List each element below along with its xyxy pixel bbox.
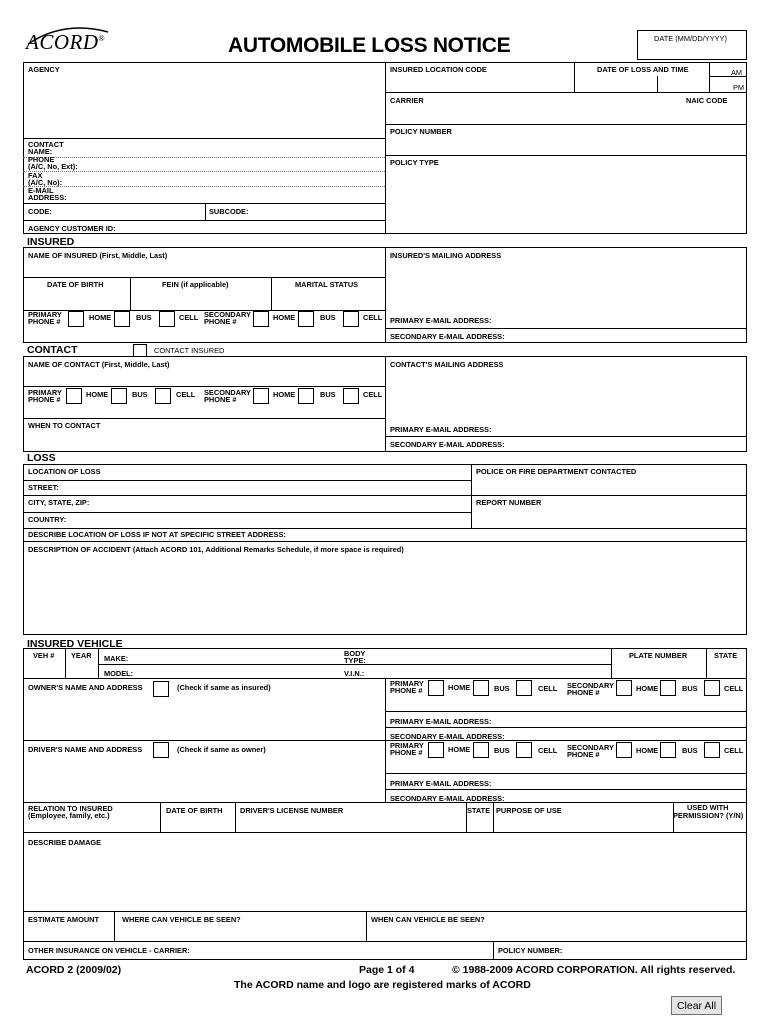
owner-name-address-label: OWNER'S NAME AND ADDRESS xyxy=(28,683,143,692)
owner-bus-label: BUS xyxy=(494,684,510,693)
owner-home-checkbox[interactable] xyxy=(428,680,444,696)
marital-status-label: MARITAL STATUS xyxy=(295,280,359,289)
contact-secondary-phone-label-2: PHONE # xyxy=(204,395,237,404)
body-type-label-2: TYPE: xyxy=(344,656,366,665)
insured-sec-home-checkbox[interactable] xyxy=(253,311,269,327)
driver-sec-cell-label: CELL xyxy=(724,746,744,755)
contact-bus-label: BUS xyxy=(132,390,148,399)
email-label-2: ADDRESS: xyxy=(28,193,67,202)
insured-dob-label: DATE OF BIRTH xyxy=(47,280,104,289)
owner-cell-checkbox[interactable] xyxy=(516,680,532,696)
agency-customer-id-label: AGENCY CUSTOMER ID: xyxy=(28,224,116,233)
insured-bus-checkbox[interactable] xyxy=(114,311,130,327)
insured-sec-bus-checkbox[interactable] xyxy=(298,311,314,327)
fax-label-1: FAX xyxy=(28,171,43,180)
carrier-label: CARRIER xyxy=(390,96,424,105)
insured-secondary-phone-label-1: SECONDARY xyxy=(204,310,251,319)
driver-bus-label: BUS xyxy=(494,746,510,755)
city-state-zip-label: CITY, STATE, ZIP: xyxy=(28,498,90,507)
insured-mailing-address-label: INSURED'S MAILING ADDRESS xyxy=(390,251,502,260)
driver-primary-phone-label-2: PHONE # xyxy=(390,748,423,757)
phone-label-2: (A/C, No, Ext): xyxy=(28,162,78,171)
contact-home-label: HOME xyxy=(86,390,109,399)
contact-primary-email-label: PRIMARY E-MAIL ADDRESS: xyxy=(390,425,492,434)
driver-dob-label: DATE OF BIRTH xyxy=(166,806,223,815)
contact-sec-bus-checkbox[interactable] xyxy=(298,388,314,404)
contact-heading: CONTACT xyxy=(27,344,78,356)
insured-secondary-phone-label-2: PHONE # xyxy=(204,317,237,326)
trademark-notice: The ACORD name and logo are registered marks of ACORD xyxy=(234,979,531,991)
copyright: © 1988-2009 ACORD CORPORATION. All rights reserved. xyxy=(452,964,736,976)
location-of-loss-label: LOCATION OF LOSS xyxy=(28,467,101,476)
insured-cell-checkbox[interactable] xyxy=(159,311,175,327)
veh-number-label: VEH # xyxy=(33,651,55,660)
relation-to-insured-label-2: (Employee, family, etc.) xyxy=(28,811,110,820)
driver-home-checkbox[interactable] xyxy=(428,742,444,758)
used-with-permission-label-2: PERMISSION? (Y/N) xyxy=(673,811,744,820)
drivers-license-label: DRIVER'S LICENSE NUMBER xyxy=(240,806,344,815)
driver-primary-email-label: PRIMARY E-MAIL ADDRESS: xyxy=(390,779,492,788)
naic-code-label: NAIC CODE xyxy=(686,96,728,105)
year-label: YEAR xyxy=(71,651,92,660)
policy-number-label: POLICY NUMBER xyxy=(390,127,452,136)
owner-sec-cell-checkbox[interactable] xyxy=(704,680,720,696)
policy-type-label: POLICY TYPE xyxy=(390,158,439,167)
fein-label: FEIN (if applicable) xyxy=(162,280,229,289)
insured-vehicle-heading: INSURED VEHICLE xyxy=(27,638,123,650)
acord-logo: ACORD® xyxy=(26,30,106,54)
same-as-owner-label: (Check if same as owner) xyxy=(177,745,266,754)
email-label-1: E-MAIL xyxy=(28,186,54,195)
license-state-label: STATE xyxy=(467,806,491,815)
insured-home-checkbox[interactable] xyxy=(68,311,84,327)
am-option[interactable]: AM xyxy=(731,68,743,77)
driver-sec-bus-checkbox[interactable] xyxy=(660,742,676,758)
contact-sec-bus-label: BUS xyxy=(320,390,336,399)
driver-secondary-email-label: SECONDARY E-MAIL ADDRESS: xyxy=(390,794,505,803)
contact-sec-home-checkbox[interactable] xyxy=(253,388,269,404)
owner-cell-label: CELL xyxy=(538,684,558,693)
clear-all-button[interactable]: Clear All xyxy=(671,996,722,1015)
other-policy-number-label: POLICY NUMBER: xyxy=(498,946,563,955)
used-with-permission-label-1: USED WITH xyxy=(687,803,729,812)
owner-sec-bus-label: BUS xyxy=(682,684,698,693)
owner-primary-email-label: PRIMARY E-MAIL ADDRESS: xyxy=(390,717,492,726)
contact-sec-home-label: HOME xyxy=(273,390,296,399)
owner-primary-phone-label-1: PRIMARY xyxy=(390,679,424,688)
contact-name-label-1: CONTACT xyxy=(28,140,64,149)
contact-primary-phone-label-2: PHONE # xyxy=(28,395,61,404)
insured-sec-home-label: HOME xyxy=(273,313,296,322)
form-title: AUTOMOBILE LOSS NOTICE xyxy=(228,34,511,57)
insured-sec-cell-label: CELL xyxy=(363,313,383,322)
date-label: DATE (MM/DD/YYYY) xyxy=(654,34,727,43)
driver-cell-label: CELL xyxy=(538,746,558,755)
owner-sec-cell-label: CELL xyxy=(724,684,744,693)
contact-mailing-address-label: CONTACT'S MAILING ADDRESS xyxy=(390,360,504,369)
insured-primary-email-label: PRIMARY E-MAIL ADDRESS: xyxy=(390,316,492,325)
owner-sec-bus-checkbox[interactable] xyxy=(660,680,676,696)
other-insurance-label: OTHER INSURANCE ON VEHICLE - CARRIER: xyxy=(28,946,190,955)
owner-sec-home-label: HOME xyxy=(636,684,659,693)
driver-name-address-label: DRIVER'S NAME AND ADDRESS xyxy=(28,745,143,754)
owner-primary-phone-label-2: PHONE # xyxy=(390,686,423,695)
insured-sec-bus-label: BUS xyxy=(320,313,336,322)
driver-bus-checkbox[interactable] xyxy=(473,742,489,758)
plate-state-label: STATE xyxy=(714,651,738,660)
owner-secondary-phone-label-1: SECONDARY xyxy=(567,681,614,690)
same-as-insured-label: (Check if same as insured) xyxy=(177,683,271,692)
same-as-owner-checkbox[interactable] xyxy=(153,742,169,758)
insured-location-code-label: INSURED LOCATION CODE xyxy=(390,65,487,74)
owner-secondary-email-label: SECONDARY E-MAIL ADDRESS: xyxy=(390,732,505,741)
insured-primary-phone-label-1: PRIMARY xyxy=(28,310,62,319)
driver-primary-phone-label-1: PRIMARY xyxy=(390,741,424,750)
insured-home-label: HOME xyxy=(89,313,112,322)
insured-cell-label: CELL xyxy=(179,313,199,322)
owner-secondary-phone-label-2: PHONE # xyxy=(567,688,600,697)
contact-bus-checkbox[interactable] xyxy=(111,388,127,404)
contact-home-checkbox[interactable] xyxy=(66,388,82,404)
logo-swoosh-icon xyxy=(24,24,114,50)
contact-cell-checkbox[interactable] xyxy=(155,388,171,404)
contact-insured-label: CONTACT INSURED xyxy=(154,346,225,355)
contact-cell-label: CELL xyxy=(176,390,196,399)
driver-sec-home-checkbox[interactable] xyxy=(616,742,632,758)
when-seen-label: WHEN CAN VEHICLE BE SEEN? xyxy=(371,915,485,924)
insured-name-label: NAME OF INSURED (First, Middle, Last) xyxy=(28,251,168,260)
model-label: MODEL: xyxy=(104,669,134,678)
contact-primary-phone-label-1: PRIMARY xyxy=(28,388,62,397)
code-label: CODE: xyxy=(28,207,52,216)
driver-sec-bus-label: BUS xyxy=(682,746,698,755)
driver-secondary-phone-label-2: PHONE # xyxy=(567,750,600,759)
contact-name-label: NAME OF CONTACT (First, Middle, Last) xyxy=(28,360,170,369)
fax-label-2: (A/C, No): xyxy=(28,178,63,187)
subcode-label: SUBCODE: xyxy=(209,207,249,216)
police-contacted-label: POLICE OR FIRE DEPARTMENT CONTACTED xyxy=(476,467,637,476)
page-number: Page 1 of 4 xyxy=(359,964,415,976)
date-of-loss-label: DATE OF LOSS AND TIME xyxy=(597,65,689,74)
loss-heading: LOSS xyxy=(27,452,56,464)
driver-secondary-phone-label-1: SECONDARY xyxy=(567,743,614,752)
owner-home-label: HOME xyxy=(448,683,471,692)
contact-sec-cell-checkbox[interactable] xyxy=(343,388,359,404)
purpose-of-use-label: PURPOSE OF USE xyxy=(496,806,562,815)
estimate-amount-label: ESTIMATE AMOUNT xyxy=(28,915,100,924)
contact-sec-cell-label: CELL xyxy=(363,390,383,399)
contact-secondary-phone-label-1: SECONDARY xyxy=(204,388,251,397)
country-label: COUNTRY: xyxy=(28,515,67,524)
owner-bus-checkbox[interactable] xyxy=(473,680,489,696)
form-id: ACORD 2 (2009/02) xyxy=(26,964,122,976)
description-of-accident-label: DESCRIPTION OF ACCIDENT (Attach ACORD 101, Additional Remarks Schedule, if more space is required) xyxy=(28,545,404,554)
phone-label-1: PHONE xyxy=(28,155,55,164)
insured-secondary-email-label: SECONDARY E-MAIL ADDRESS: xyxy=(390,332,505,341)
body-type-label-1: BODY xyxy=(344,649,366,658)
insured-sec-cell-checkbox[interactable] xyxy=(343,311,359,327)
insured-bus-label: BUS xyxy=(136,313,152,322)
insured-heading: INSURED xyxy=(27,236,75,248)
driver-sec-cell-checkbox[interactable] xyxy=(704,742,720,758)
report-number-label: REPORT NUMBER xyxy=(476,498,542,507)
when-to-contact-label: WHEN TO CONTACT xyxy=(28,421,101,430)
describe-damage-label: DESCRIBE DAMAGE xyxy=(28,838,102,847)
agency-label: AGENCY xyxy=(28,65,60,74)
make-label: MAKE: xyxy=(104,654,129,663)
plate-number-label: PLATE NUMBER xyxy=(629,651,688,660)
vin-label: V.I.N.: xyxy=(344,669,365,678)
driver-sec-home-label: HOME xyxy=(636,746,659,755)
relation-to-insured-label-1: RELATION TO INSURED xyxy=(28,804,113,813)
insured-primary-phone-label-2: PHONE # xyxy=(28,317,61,326)
street-label: STREET: xyxy=(28,483,59,492)
owner-sec-home-checkbox[interactable] xyxy=(616,680,632,696)
contact-secondary-email-label: SECONDARY E-MAIL ADDRESS: xyxy=(390,440,505,449)
driver-home-label: HOME xyxy=(448,745,471,754)
same-as-insured-checkbox[interactable] xyxy=(153,681,169,697)
pm-option[interactable]: PM xyxy=(733,83,745,92)
describe-location-label: DESCRIBE LOCATION OF LOSS IF NOT AT SPECIFIC STREET ADDRESS: xyxy=(28,530,286,539)
driver-cell-checkbox[interactable] xyxy=(516,742,532,758)
where-seen-label: WHERE CAN VEHICLE BE SEEN? xyxy=(122,915,241,924)
contact-name-label-2: NAME: xyxy=(28,147,53,156)
